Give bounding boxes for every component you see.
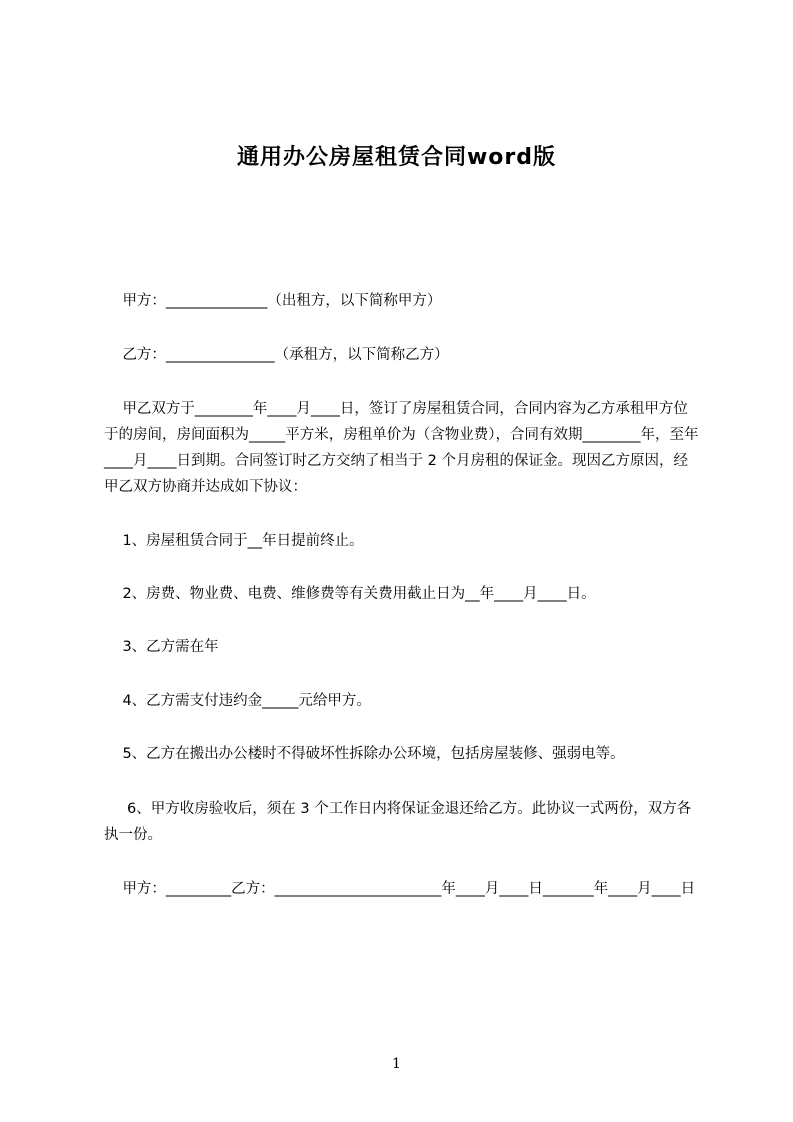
- clause-3: 3、乙方需在年: [104, 639, 219, 655]
- page-number: 1: [392, 1056, 401, 1072]
- clause-5: 5、乙方在搬出办公楼时不得破坏性拆除办公环境，包括房屋装修、强弱电等。: [104, 746, 625, 762]
- signature-line: 甲方：_________乙方：_______________________年____月____日_______年____月____日: [104, 881, 696, 897]
- clause-6: 6、甲方收房验收后，须在 3 个工作日内将保证金退还给乙方。此协议一式两份，双方各执一份。: [104, 801, 692, 843]
- document-title: 通用办公房屋租赁合同word版: [236, 145, 557, 170]
- clause-4: 4、乙方需支付违约金_____元给甲方。: [104, 693, 371, 709]
- party-b-line: 乙方：_______________（承租方，以下简称乙方）: [104, 347, 449, 363]
- clause-1: 1、房屋租赁合同于__年日提前终止。: [104, 533, 364, 549]
- party-a-line: 甲方：______________（出租方，以下简称甲方）: [104, 293, 442, 309]
- clause-2: 2、房费、物业费、电费、维修费等有关费用截止日为__年____月____日。: [104, 586, 596, 602]
- contract-intro-paragraph: 甲乙双方于________年____月____日，签订了房屋租赁合同，合同内容为乙方承租甲方位于的房间，房间面积为_____平方米，房租单价为（含物业费），合同有效期________年，至年____月____日到期。合同签订时乙方交纳了相当于 2 个月房租的保证金。现因乙方原因，经甲乙双方协商并达成如下协议：: [104, 401, 699, 495]
